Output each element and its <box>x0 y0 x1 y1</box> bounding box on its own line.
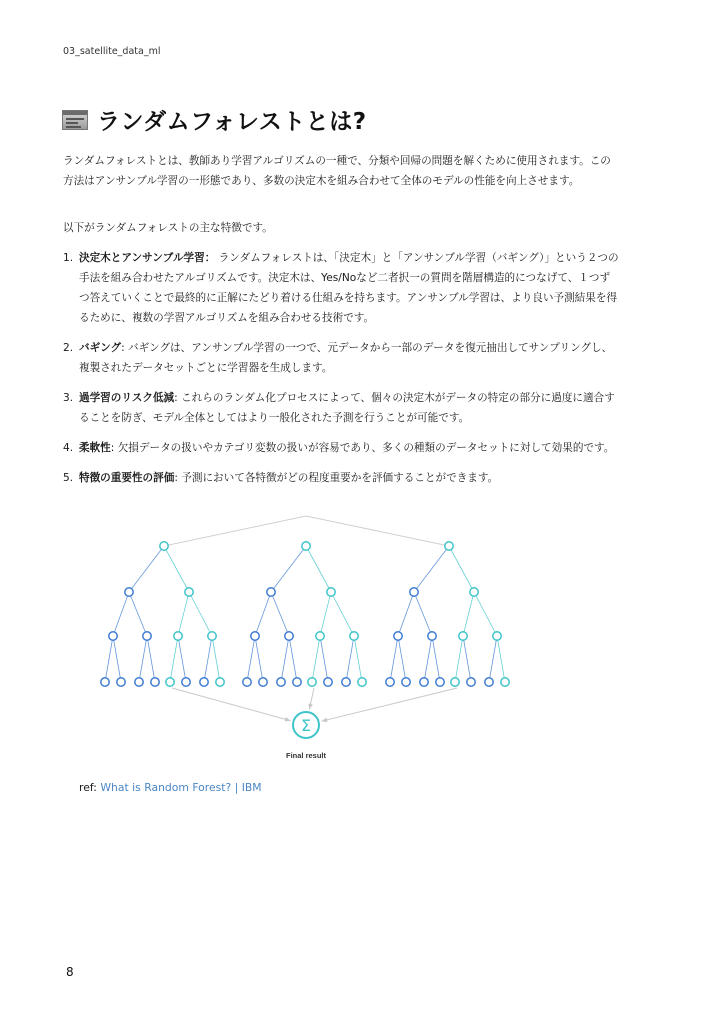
tree-node <box>216 678 224 686</box>
tree-node <box>151 678 159 686</box>
tree-node <box>117 678 125 686</box>
feature-text: : 欠損データの扱いやカテゴリ変数の扱いが容易であり、多くの種類のデータセットに対して効果的です。 <box>110 442 615 454</box>
tree-node <box>485 678 493 686</box>
tree-node <box>467 678 475 686</box>
tree-edge <box>255 636 263 682</box>
tree-edge <box>281 636 289 682</box>
tree-edge <box>271 592 289 636</box>
feature-number: 4. <box>63 442 74 454</box>
feature-term: バギング <box>79 342 122 354</box>
tree-node <box>135 678 143 686</box>
tree-edge <box>424 636 432 682</box>
tree-node <box>493 632 501 640</box>
tree-node <box>428 632 436 640</box>
tree-node <box>125 588 133 596</box>
tree-edge <box>463 636 471 682</box>
page-title: ランダムフォレストとは? <box>97 109 367 135</box>
tree-node <box>285 632 293 640</box>
tree-node <box>182 678 190 686</box>
tree-edge <box>204 636 212 682</box>
tree-edge <box>247 636 255 682</box>
tree-node <box>166 678 174 686</box>
reference-prefix: ref: <box>79 781 101 794</box>
feature-text: ランダムフォレストは、「決定木」と「アンサンブル学習（バギング）」という２つの手法を組み合わせたアルゴリズムです。決定木は、Yes/Noなど二者択一の質問を階層構造的につなげて、１つずつ答えていくことで最終的に正解にたどり着ける仕組みを持ちます。アンサンブル学習は、より良い予測結果を得るために、複数の学習アルゴリズムを組み合わせる技術です。 <box>79 252 619 324</box>
page-number: 8 <box>66 965 74 979</box>
tree-edge <box>331 592 354 636</box>
tree-node <box>436 678 444 686</box>
feature-text: : 予測において各特徴がどの程度重要かを評価することができます。 <box>174 472 499 484</box>
tree-edge <box>398 636 406 682</box>
feature-item <box>63 338 619 378</box>
feature-term: 特徴の重要性の評価 <box>79 472 175 484</box>
running-head: 03_satellite_data_ml <box>63 46 161 57</box>
feature-number: 2. <box>63 342 74 354</box>
tree-edge <box>113 636 121 682</box>
tree-node <box>277 678 285 686</box>
lead-paragraph: 以下がランダムフォレストの主な特徴です。 <box>63 222 273 234</box>
tree-edge <box>455 636 463 682</box>
tree-node <box>394 632 402 640</box>
random-forest-svg <box>93 508 529 770</box>
tree-edge <box>178 636 186 682</box>
tree-node <box>109 632 117 640</box>
tree-edge <box>474 592 497 636</box>
feature-list <box>63 248 619 498</box>
feature-number: 5. <box>63 472 74 484</box>
tree-node <box>243 678 251 686</box>
tree-node <box>160 542 168 550</box>
tree-edge <box>354 636 362 682</box>
tree-node <box>459 632 467 640</box>
tree-node <box>200 678 208 686</box>
tree-edge <box>189 592 212 636</box>
feature-text: : バギングは、アンサンブル学習の一つで、元データから一部のデータを復元抽出してサンプリングし、複製されたデータセットごとに学習器を生成します。 <box>79 342 613 374</box>
tree-edge <box>449 546 474 592</box>
final-result-caption: Final result <box>285 751 327 760</box>
tree-edge <box>147 636 155 682</box>
feature-item <box>63 248 619 328</box>
sum-symbol: Σ <box>300 716 312 735</box>
feature-item <box>63 468 619 488</box>
tree-node <box>402 678 410 686</box>
tree-node <box>302 542 310 550</box>
tree-edge <box>306 546 331 592</box>
tree-node <box>470 588 478 596</box>
tree-edge <box>164 546 189 592</box>
feature-text: : これらのランダム化プロセスによって、個々の決定木がデータの特定の部分に過度に適合することを防ぎ、モデル全体としてはより一般化された予測を行うことが可能です。 <box>79 392 615 424</box>
tree-edge <box>463 592 474 636</box>
tree-node <box>342 678 350 686</box>
arrow-head <box>285 717 291 722</box>
tree-edge <box>271 546 306 592</box>
tree-edge <box>497 636 505 682</box>
tree-edge <box>170 636 178 682</box>
tree-node <box>316 632 324 640</box>
tree-edge <box>105 636 113 682</box>
tree-edge <box>414 546 449 592</box>
tree-node <box>420 678 428 686</box>
tree-edge <box>129 546 164 592</box>
tree-node <box>101 678 109 686</box>
result-arrow <box>322 688 457 721</box>
feature-term: 過学習のリスク低減 <box>79 392 175 404</box>
tree-edge <box>289 636 297 682</box>
reference-line <box>79 781 262 794</box>
tree-node <box>293 678 301 686</box>
tree-edge <box>113 592 129 636</box>
tree-node <box>451 678 459 686</box>
tree-node <box>445 542 453 550</box>
tree-node <box>208 632 216 640</box>
feature-item <box>63 438 619 458</box>
tree-edge <box>129 592 147 636</box>
feature-number: 1. <box>63 252 74 264</box>
tree-node <box>143 632 151 640</box>
result-arrow <box>172 688 291 721</box>
tree-edge <box>320 592 331 636</box>
tree-edge <box>312 636 320 682</box>
tree-node <box>350 632 358 640</box>
window-screenshot-icon <box>62 110 88 130</box>
feature-number: 3. <box>63 392 74 404</box>
tree-node <box>358 678 366 686</box>
tree-edge <box>390 636 398 682</box>
tree-node <box>308 678 316 686</box>
tree-edge <box>432 636 440 682</box>
tree-edge <box>414 592 432 636</box>
section-heading <box>62 103 367 136</box>
reference-link[interactable]: What is Random Forest? | IBM <box>100 781 262 794</box>
tree-edge <box>489 636 497 682</box>
intro-paragraph: ランダムフォレストとは、教師あり学習アルゴリズムの一種で、分類や回帰の問題を解くために使用されます。この方法はアンサンブル学習の一形態であり、多数の決定木を組み合わせて全体のモデルの性能を向上させます。 <box>63 155 611 187</box>
tree-node <box>267 588 275 596</box>
tree-node <box>174 632 182 640</box>
feature-item <box>63 388 619 428</box>
tree-edge <box>398 592 414 636</box>
tree-node <box>410 588 418 596</box>
feature-term: 決定木とアンサンブル学習： <box>79 252 216 264</box>
tree-node <box>501 678 509 686</box>
tree-edge <box>320 636 328 682</box>
tree-node <box>327 588 335 596</box>
arrow-head <box>308 703 313 709</box>
tree-edge <box>255 592 271 636</box>
tree-edge <box>346 636 354 682</box>
tree-node <box>386 678 394 686</box>
random-forest-diagram <box>93 508 529 770</box>
feature-term: 柔軟性 <box>79 442 111 454</box>
tree-node <box>185 588 193 596</box>
tree-edge <box>139 636 147 682</box>
tree-node <box>251 632 259 640</box>
tree-edge <box>212 636 220 682</box>
tree-node <box>259 678 267 686</box>
tree-edge <box>178 592 189 636</box>
tree-node <box>324 678 332 686</box>
